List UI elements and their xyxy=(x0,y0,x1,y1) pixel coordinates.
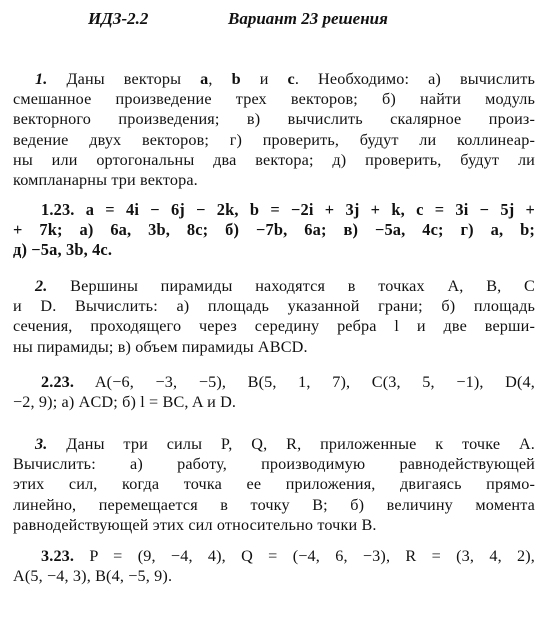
task-3-line: 3. Даны три силы P, Q, R, приложенные к точке A. xyxy=(35,435,535,453)
answer-2-line: −2, 9); а) ACD; б) l = BC, A и D. xyxy=(13,393,237,412)
task-1-line: ны или ортогональны два вектора; д) проверить, будут ли xyxy=(13,150,535,169)
task-1-line: векторного произведения; в) вычислить скалярное произ- xyxy=(13,110,535,129)
task-2-number: 2. xyxy=(35,277,48,295)
task-2 xyxy=(13,276,535,357)
task-2-line: ны пирамиды; в) объем пирамиды ABCD. xyxy=(13,337,308,356)
answer-2-number: 2.23. xyxy=(41,373,75,391)
task-1 xyxy=(13,69,535,190)
task-2-line: 2. Вершины пирамиды находятся в точках A, B, C xyxy=(35,277,535,295)
answer-3 xyxy=(13,546,535,586)
answer-3-number: 3.23. xyxy=(41,547,75,565)
answer-1-number: 1.23. xyxy=(41,200,75,219)
variant-title: Вариант 23 решения xyxy=(228,9,388,28)
task-1-line: ведение двух векторов; г) проверить, будут ли коллинеар- xyxy=(13,130,535,149)
answer-1-line: 1.23. a = 4i − 6j − 2k, b = −2i + 3j + k, c = 3i − 5j + xyxy=(41,200,535,219)
task-1-number: 1. xyxy=(35,70,48,88)
task-3 xyxy=(13,434,535,535)
task-2-line: сечения, проходящего через середину ребра l и две верши- xyxy=(13,317,535,336)
task-3-number: 3. xyxy=(35,435,48,453)
answer-1-line: + 7k; а) 6a, 3b, 8c; б) −7b, 6a; в) −5a, 4c; г) a, b; xyxy=(13,220,535,240)
task-3-line: этих сил, когда точка ее приложения, двигаясь прямо- xyxy=(13,475,535,494)
answer-1-line: д) −5a, 3b, 4c. xyxy=(13,240,113,260)
answer-2 xyxy=(13,372,535,412)
task-2-line: и D. Вычислить: а) площадь указанной грани; б) площадь xyxy=(13,297,535,316)
answer-1 xyxy=(13,200,535,261)
idz-title: ИДЗ-2.2 xyxy=(88,9,149,28)
task-1-line: компланарны три вектора. xyxy=(13,171,198,190)
task-1-line: смешанное произведение трех векторов; б) найти модуль xyxy=(13,90,535,109)
answer-2-line: 2.23. A(−6, −3, −5), B(5, 1, 7), C(3, 5, −1), D(4, xyxy=(41,373,535,391)
task-3-line: равнодействующей этих сил относительно точки B. xyxy=(13,515,377,534)
task-3-line: Вычислить: а) работу, производимую равнодействующей xyxy=(13,455,535,474)
task-3-line: линейно, перемещается в точку B; б) величину момента xyxy=(13,495,535,514)
answer-3-line: 3.23. P = (9, −4, 4), Q = (−4, 6, −3), R = (3, 4, 2), xyxy=(41,547,535,565)
task-1-line: 1. Даны векторы a, b и c. Необходимо: а) вычислить xyxy=(35,70,535,88)
answer-3-line: A(5, −4, 3), B(4, −5, 9). xyxy=(13,567,173,586)
page-header xyxy=(88,9,388,29)
